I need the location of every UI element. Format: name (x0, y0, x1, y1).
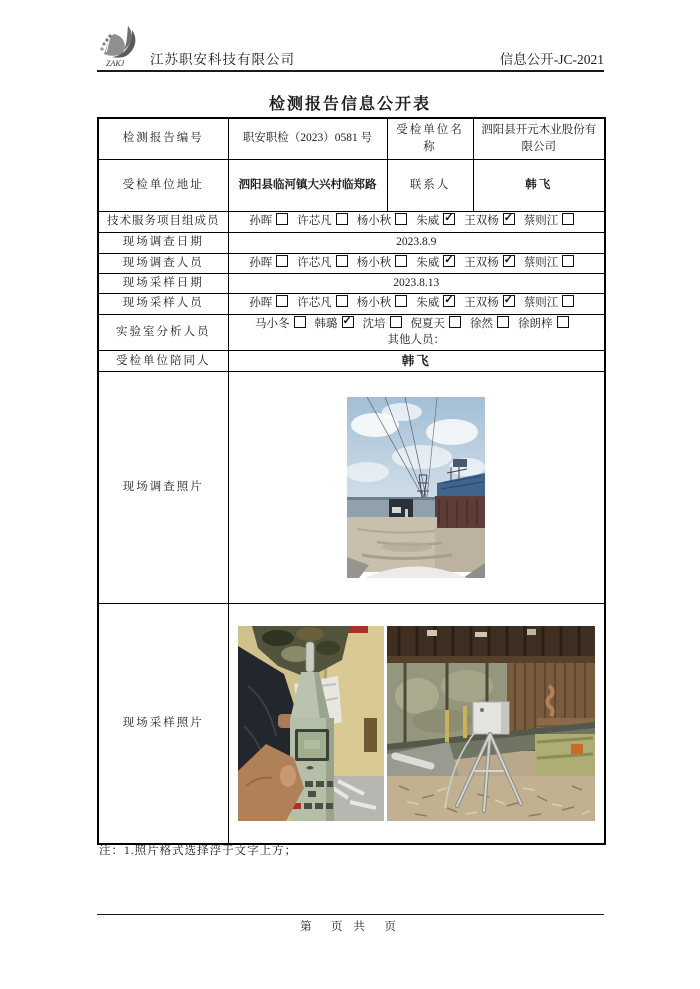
checkbox-unchecked-icon[interactable] (497, 316, 509, 328)
staff-member-name: 许芯凡 (297, 297, 332, 310)
staff-member-name: 徐然 (470, 317, 493, 330)
lab-staff-label: 实验室分析人员 (98, 314, 228, 350)
footnote: 注：1.照片格式选择浮于文字上方； (99, 845, 298, 857)
sampling-date-label: 现场采样日期 (98, 273, 228, 293)
tech-team-members (228, 211, 605, 232)
staff-member-name: 蔡则江 (523, 256, 559, 269)
company-name: 江苏职安科技有限公司 (150, 52, 295, 67)
staff-member-name: 朱威 (416, 256, 440, 269)
staff-member-name: 王双杨 (464, 256, 499, 269)
tech-team-label: 技术服务项目组成员 (98, 211, 228, 232)
other-staff-label: 其他人员： (387, 334, 445, 347)
sampling-date-value: 2023.8.13 (228, 273, 605, 293)
staff-member-name: 倪夏天 (410, 317, 445, 330)
page-number-text: 第 页 共 页 (300, 921, 400, 933)
staff-member-name: 孙晖 (249, 215, 273, 228)
checkbox-unchecked-icon[interactable] (276, 213, 288, 225)
survey-photo-label: 现场调查照片 (98, 371, 228, 603)
unit-name-label: 受检单位名称 (387, 118, 473, 159)
checkbox-unchecked-icon[interactable] (336, 295, 348, 307)
staff-member (464, 295, 515, 312)
staff-member (416, 295, 455, 312)
staff-member-name: 马小冬 (255, 317, 290, 330)
survey-photo-cell (228, 371, 605, 603)
staff-member (524, 255, 575, 272)
sampling-staff-members (228, 293, 605, 314)
checkbox-checked-icon[interactable] (443, 295, 455, 307)
staff-member (416, 255, 455, 272)
table-row (98, 253, 605, 273)
sampling-photo-cell (228, 603, 605, 844)
staff-member (357, 255, 408, 272)
unit-name-value: 泗阳县开元木业股份有限公司 (473, 118, 605, 159)
checkbox-unchecked-icon[interactable] (390, 316, 402, 328)
survey-photo (347, 397, 485, 578)
staff-member (297, 255, 348, 272)
svg-text:ZAKJ: ZAKJ (106, 59, 125, 68)
staff-member (297, 213, 348, 230)
checkbox-unchecked-icon[interactable] (562, 213, 574, 225)
table-row (98, 118, 605, 159)
checkbox-unchecked-icon[interactable] (276, 295, 288, 307)
sampling-staff-label: 现场采样人员 (98, 293, 228, 314)
table-row (98, 371, 605, 603)
lab-staff-cell (228, 314, 605, 350)
checkbox-unchecked-icon[interactable] (395, 255, 407, 267)
survey-staff-members (228, 253, 605, 273)
survey-date-value: 2023.8.9 (228, 232, 605, 253)
checkbox-checked-icon[interactable] (342, 316, 354, 328)
lab-staff-members (255, 318, 578, 330)
checkbox-unchecked-icon[interactable] (336, 255, 348, 267)
company-logo-icon (98, 24, 148, 68)
staff-member (249, 255, 288, 272)
checkbox-unchecked-icon[interactable] (557, 316, 569, 328)
checkbox-unchecked-icon[interactable] (294, 316, 306, 328)
checkbox-unchecked-icon[interactable] (449, 316, 461, 328)
staff-member-name: 王双杨 (464, 215, 499, 228)
checkbox-checked-icon[interactable] (443, 213, 455, 225)
staff-member (249, 295, 288, 312)
table-row (98, 211, 605, 232)
staff-member (315, 316, 354, 333)
staff-member-name: 杨小秋 (356, 215, 392, 228)
companion-value: 韩飞 (228, 350, 605, 371)
checkbox-unchecked-icon[interactable] (562, 255, 574, 267)
staff-member-name: 沈培 (362, 317, 386, 330)
staff-member (416, 213, 455, 230)
staff-member-name: 杨小秋 (356, 297, 392, 310)
sampling-photo-label: 现场采样照片 (98, 603, 228, 844)
staff-member (464, 213, 515, 230)
survey-staff-label: 现场调查人员 (98, 253, 228, 273)
staff-member-name: 朱威 (416, 215, 440, 228)
table-row (98, 232, 605, 253)
staff-member-name: 朱威 (416, 297, 440, 310)
noise-meter-photo (238, 626, 384, 821)
checkbox-unchecked-icon[interactable] (562, 295, 574, 307)
document-code: 信息公开-JC-2021 (499, 52, 604, 67)
companion-label: 受检单位陪同人 (98, 350, 228, 371)
table-row (98, 314, 605, 350)
staff-member (470, 316, 509, 333)
staff-member (363, 316, 402, 333)
table-row (98, 603, 605, 844)
workshop-sampling-photo (387, 626, 595, 821)
contact-label: 联系人 (387, 159, 473, 211)
survey-date-label: 现场调查日期 (98, 232, 228, 253)
checkbox-unchecked-icon[interactable] (395, 295, 407, 307)
staff-member-name: 杨小秋 (356, 256, 392, 269)
staff-member (524, 213, 575, 230)
table-row (98, 293, 605, 314)
report-no-label: 检测报告编号 (98, 118, 228, 159)
staff-member-name: 孙晖 (249, 297, 273, 310)
report-no-value: 职安职检（2023）0581 号 (228, 118, 387, 159)
report-info-table (97, 117, 606, 845)
staff-member (518, 316, 569, 333)
table-row (98, 273, 605, 293)
staff-member-name: 王双杨 (464, 297, 499, 310)
staff-member-name: 蔡则江 (523, 215, 559, 228)
staff-member-name: 许芯凡 (297, 256, 332, 269)
table-row (98, 350, 605, 371)
page-title: 检测报告信息公开表 (268, 96, 431, 113)
staff-member (524, 295, 575, 312)
staff-member (357, 213, 408, 230)
staff-member-name: 许芯凡 (297, 215, 332, 228)
checkbox-checked-icon[interactable] (503, 213, 515, 225)
staff-member (297, 295, 348, 312)
checkbox-unchecked-icon[interactable] (336, 213, 348, 225)
staff-member (249, 213, 288, 230)
checkbox-checked-icon[interactable] (503, 295, 515, 307)
checkbox-checked-icon[interactable] (443, 255, 455, 267)
contact-value: 韩飞 (473, 159, 605, 211)
header-divider (97, 70, 604, 72)
checkbox-unchecked-icon[interactable] (395, 213, 407, 225)
table-row (98, 159, 605, 211)
staff-member (255, 316, 306, 333)
address-value: 泗阳县临河镇大兴村临郑路 (228, 159, 387, 211)
checkbox-checked-icon[interactable] (503, 255, 515, 267)
footer-divider (97, 914, 604, 915)
staff-member-name: 孙晖 (249, 256, 273, 269)
address-label: 受检单位地址 (98, 159, 228, 211)
staff-member (464, 255, 515, 272)
staff-member-name: 韩璐 (314, 317, 338, 330)
staff-member-name: 徐朗梓 (518, 317, 553, 330)
checkbox-unchecked-icon[interactable] (276, 255, 288, 267)
staff-member-name: 蔡则江 (523, 297, 559, 310)
staff-member (357, 295, 408, 312)
staff-member (411, 316, 462, 333)
